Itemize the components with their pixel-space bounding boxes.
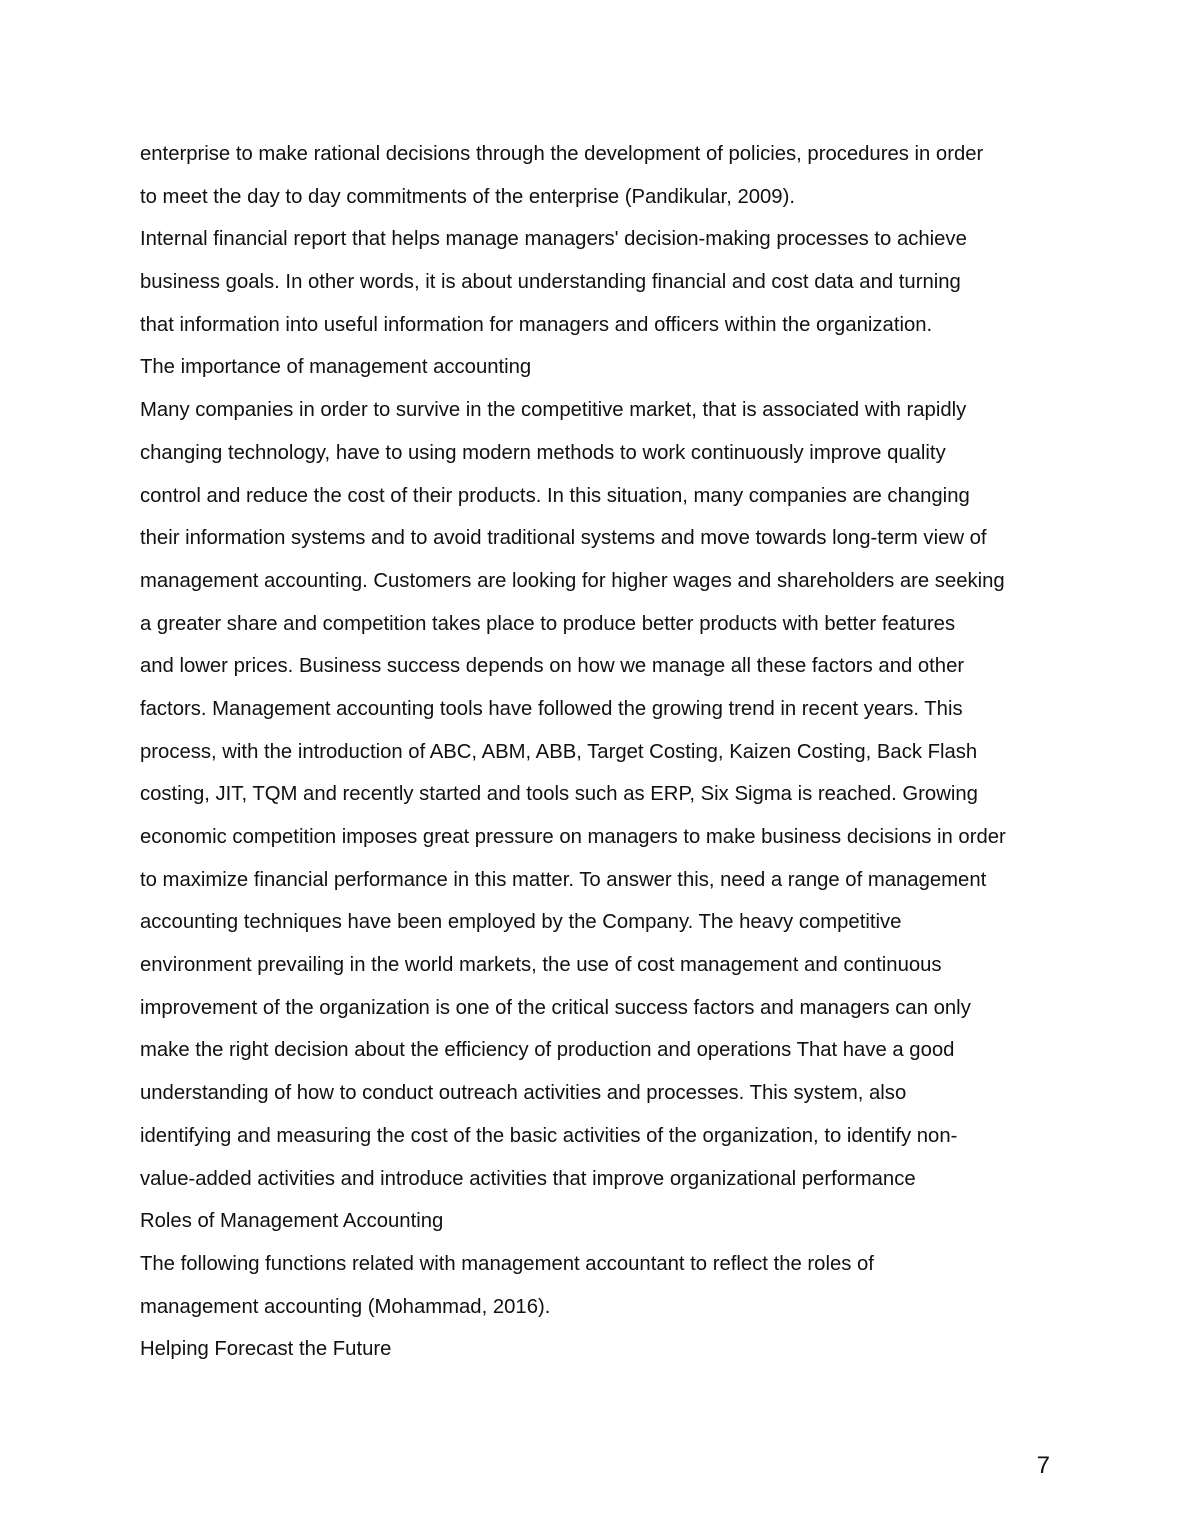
text-line: their information systems and to avoid traditional systems and move towards long-term view of <box>140 527 987 550</box>
text-line: to maximize financial performance in this matter. To answer this, need a range of management <box>140 868 987 891</box>
text-line: Many companies in order to survive in the competitive market, that is associated with rapidly <box>140 399 967 422</box>
text-line: process, with the introduction of ABC, ABM, ABB, Target Costing, Kaizen Costing, Back Flash <box>140 740 978 763</box>
text-line: Internal financial report that helps manage managers' decision-making processes to achieve <box>140 228 967 251</box>
text-line: costing, JIT, TQM and recently started and tools such as ERP, Six Sigma is reached. Growing <box>140 783 978 806</box>
text-line: factors. Management accounting tools have followed the growing trend in recent years. This <box>140 697 963 720</box>
text-line: to meet the day to day commitments of the enterprise (Pandikular, 2009). <box>140 185 795 208</box>
document-body <box>140 133 1052 1371</box>
text-line: understanding of how to conduct outreach activities and processes. This system, also <box>140 1082 907 1105</box>
text-line: and lower prices. Business success depends on how we manage all these factors and other <box>140 655 965 678</box>
text-line: environment prevailing in the world markets, the use of cost management and continuous <box>140 954 942 977</box>
text-line: control and reduce the cost of their products. In this situation, many companies are changing <box>140 484 970 507</box>
section-heading: Roles of Management Accounting <box>140 1210 444 1233</box>
page-number: 7 <box>1036 1452 1050 1479</box>
text-line: improvement of the organization is one of the critical success factors and managers can only <box>140 996 971 1019</box>
text-line: make the right decision about the efficiency of production and operations That have a good <box>140 1039 955 1062</box>
text-line: management accounting. Customers are looking for higher wages and shareholders are seeking <box>140 569 1005 592</box>
text-line: business goals. In other words, it is about understanding financial and cost data and turning <box>140 271 961 294</box>
text-line: value-added activities and introduce activities that improve organizational performance <box>140 1167 916 1190</box>
text-line: accounting techniques have been employed by the Company. The heavy competitive <box>140 911 902 934</box>
text-line: economic competition imposes great pressure on managers to make business decisions in order <box>140 826 1006 848</box>
text-line: identifying and measuring the cost of the basic activities of the organization, to identify non- <box>140 1124 958 1147</box>
text-line: The following functions related with management accountant to reflect the roles of <box>140 1252 874 1275</box>
section-heading: The importance of management accounting <box>140 356 532 379</box>
text-line: that information into useful information for managers and officers within the organization. <box>140 313 933 336</box>
text-line: a greater share and competition takes place to produce better products with better features <box>140 612 956 635</box>
text-line: changing technology, have to using modern methods to work continuously improve quality <box>140 441 946 464</box>
text-line: enterprise to make rational decisions through the development of policies, procedures in order <box>140 143 984 165</box>
text-line: management accounting (Mohammad, 2016). <box>140 1295 551 1318</box>
section-heading: Helping Forecast the Future <box>140 1338 392 1361</box>
